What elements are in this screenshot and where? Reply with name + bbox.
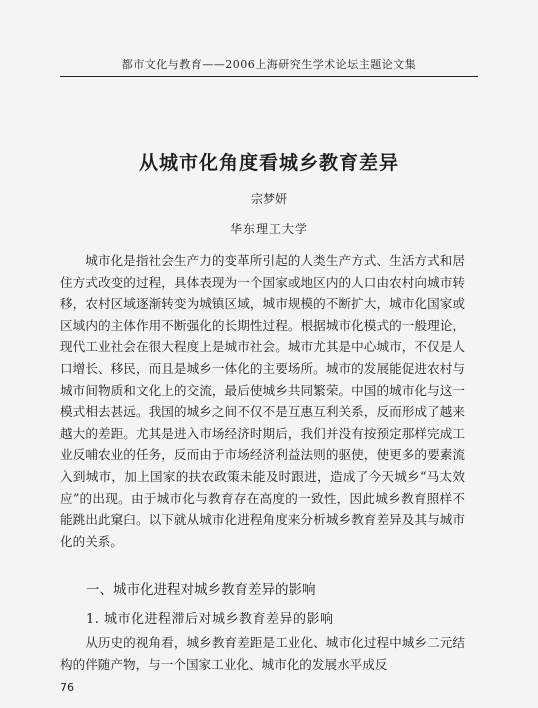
- body-paragraph-history: 从历史的视角看，城乡教育差距是工业化、城市化过程中城乡二元结构的伴随产物，与一个国家工业化、城市化的发展水平成反: [60, 635, 465, 672]
- section-heading: 一、城市化进程对城乡教育差异的影响: [86, 582, 316, 598]
- subsection-heading: 1. 城市化进程滞后对城乡教育差异的影响: [86, 612, 334, 627]
- author-name: 宗梦妍: [250, 192, 287, 206]
- page-number: 76: [60, 681, 74, 694]
- paper-title: 从城市化角度看城乡教育差异: [138, 152, 399, 174]
- author-affiliation: 华东理工大学: [229, 222, 308, 236]
- running-head: 都市文化与教育——2006上海研究生学术论坛主题论文集: [121, 58, 417, 71]
- header-rule: [60, 76, 478, 77]
- body-paragraph-intro: 城市化是指社会生产力的变革所引起的人类生产方式、生活方式和居住方式改变的过程，具体表现为一个国家或地区内的人口由农村向城市转移，农村区域逐渐转变为城镇区域，城市规模的不断扩大，城市化国家或区域内的主体作用不断强化的长期性过程。根据城市化模式的一般理论，现代工业社会在很大程度上是城市社会。城市尤其是中心城市，不仅是人口增长、移民，而且是城乡一体化的主要场所。城市的发展能促进农村与城市间物质和文化上的交流，最后使城乡共同繁荣。中国的城市化与这一模式相去甚远。我国的城乡之间不仅不是互惠互利关系，反而形成了越来越大的差距。尤其是进入市场经济时期后，我们并没有按预定那样完成工业反哺农业的任务，反而由于市场经济利益法则的驱使，使更多的要素流入到城市，加上国家的扶农政策未能及时跟进，造成了今天城乡“马太效应”的出现。由于城市化与教育存在高度的一致性，因此城乡教育照样不能跳出此窠臼。以下就从城市化进程角度来分析城乡教育差异及其与城市化的关系。: [60, 253, 465, 549]
